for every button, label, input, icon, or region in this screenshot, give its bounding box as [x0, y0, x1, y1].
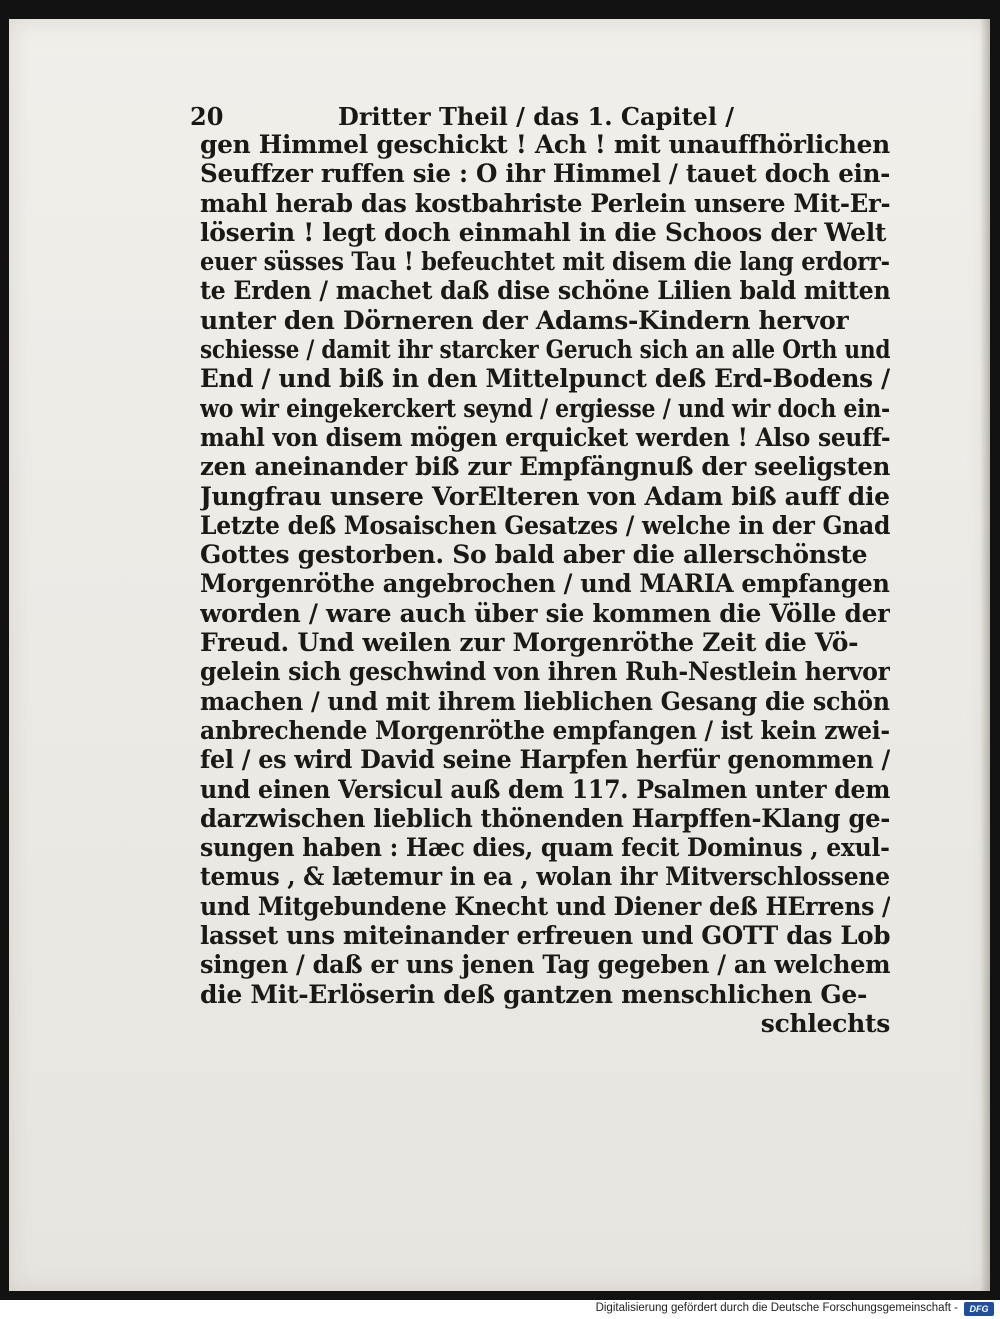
- text-line: lasset uns miteinander erfreuen und GOTT das Lob: [200, 921, 890, 951]
- text-line: te Erden / machet daß dise schöne Lilien bald mitten: [200, 276, 890, 306]
- text-line: euer süsses Tau ! befeuchtet mit disem die lang erdorr-: [200, 247, 890, 277]
- dfg-logo: DFG: [964, 1302, 994, 1316]
- page-header: [190, 100, 735, 134]
- text-line: singen / daß er uns jenen Tag gegeben / an welchem: [200, 950, 890, 980]
- text-line: worden / ware auch über sie kommen die Völle der: [200, 598, 890, 628]
- text-line: die Mit-Erlöserin deß gantzen menschlichen Ge-: [200, 979, 868, 1009]
- text-line: temus , & lætemur in ea , wolan ihr Mitverschlossene: [200, 862, 890, 892]
- text-line: Seuffzer ruffen sie : O ihr Himmel / tauet doch ein-: [200, 159, 890, 189]
- text-line: gen Himmel geschickt ! Ach ! mit unauffhörlichen: [200, 130, 890, 159]
- text-line: Gottes gestorben. So bald aber die allerschönste: [200, 540, 868, 570]
- text-line: Letzte deß Mosaischen Gesatzes / welche in der Gnad: [200, 510, 890, 540]
- text-line: gelein sich geschwind von ihren Ruh-Nestlein hervor: [200, 657, 890, 687]
- text-line: End / und biß in den Mittelpunct deß Erd-Bodens /: [200, 364, 890, 394]
- text-line: Freud. Und weilen zur Morgenröthe Zeit die Vö-: [200, 628, 859, 658]
- page-number: 20: [190, 102, 224, 131]
- text-line: unter den Dörneren der Adams-Kindern hervor: [200, 305, 849, 335]
- text-line: Jungfrau unsere VorElteren von Adam biß auff die: [200, 481, 890, 511]
- funding-credit: Digitalisierung gefördert durch die Deutsche Forschungsgemeinschaft -: [595, 1302, 958, 1314]
- running-head: Dritter Theil / das 1. Capitel /: [338, 102, 735, 131]
- text-line: wo wir eingekerckert seynd / ergiesse / und wir doch ein-: [200, 393, 890, 423]
- text-line: mahl herab das kostbahriste Perlein unsere Mit-Er-: [200, 188, 890, 218]
- text-line: darzwischen lieblich thönenden Harpffen-Klang ge-: [200, 803, 890, 833]
- text-line: zen aneinander biß zur Empfängnuß der seeligsten: [200, 452, 890, 482]
- footer-bar: [0, 1300, 1000, 1319]
- text-line: fel / es wird David seine Harpfen herfür genommen /: [200, 745, 890, 775]
- text-line: sungen haben : Hæc dies, quam fecit Dominus , exul-: [200, 833, 890, 863]
- text-line: schiesse / damit ihr starcker Geruch sich an alle Orth und: [200, 335, 890, 365]
- body-text: [200, 130, 890, 1038]
- text-line: anbrechende Morgenröthe empfangen / ist kein zwei-: [200, 715, 890, 745]
- text-line: und Mitgebundene Knecht und Diener deß HErrens /: [200, 891, 890, 921]
- text-line: Morgenröthe angebrochen / und MARIA empfangen: [200, 569, 890, 599]
- page-edge-shadow: [980, 19, 990, 1291]
- text-line: und einen Versicul auß dem 117. Psalmen unter dem: [200, 774, 890, 804]
- text-line: mahl von disem mögen erquicket werden ! Also seuff-: [200, 422, 890, 452]
- text-line: löserin ! legt doch einmahl in die Schoos der Welt: [200, 217, 887, 247]
- catchword: schlechts: [760, 1008, 890, 1038]
- text-line: machen / und mit ihrem lieblichen Gesang die schön: [200, 686, 890, 716]
